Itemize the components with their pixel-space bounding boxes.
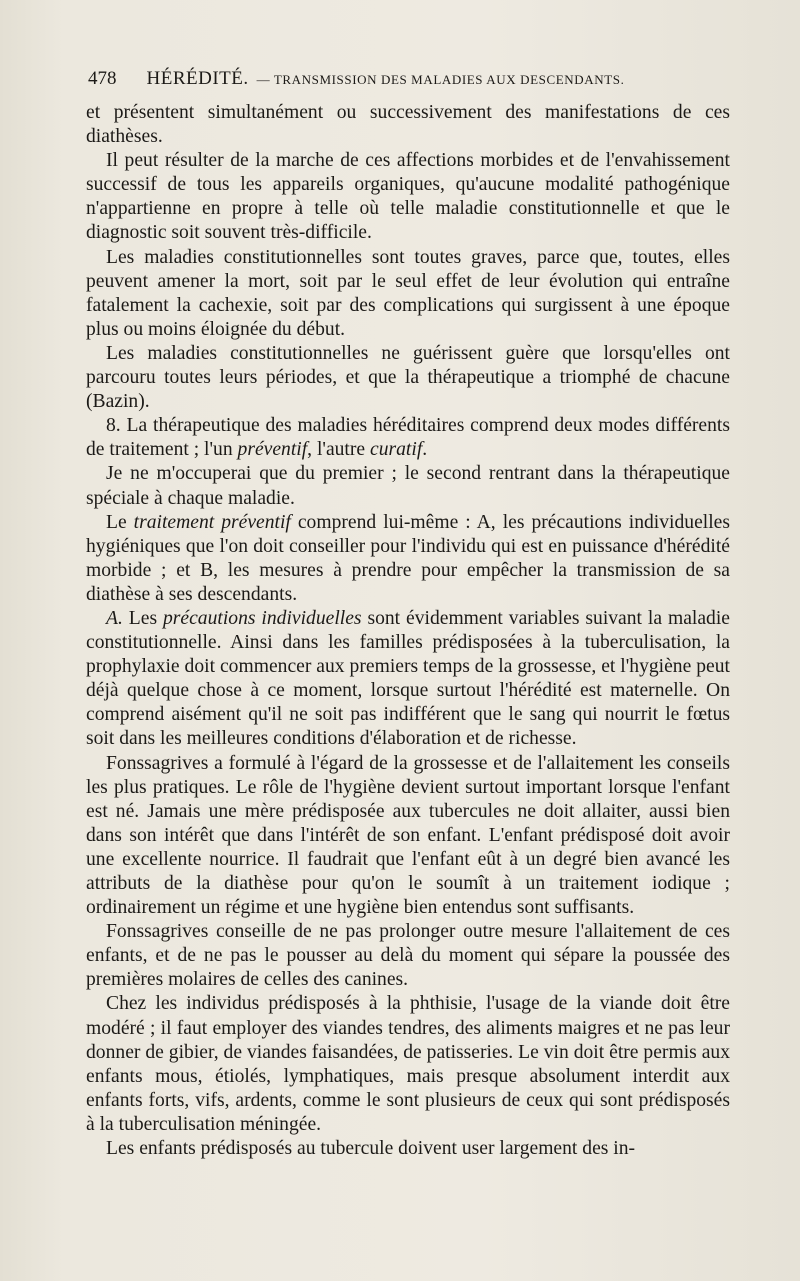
running-subtitle: — TRANSMISSION DES MALADIES AUX DESCENDANTS. [256, 72, 625, 87]
paragraph: Les maladies constitutionnelles sont toutes graves, parce que, toutes, elles peuvent amener la mort, soit par le seul effet de leur évolution qui entraîne fatalement la cachexie, soit par des complications qui surgissent à une époque plus ou moins éloignée du début. [86, 246, 730, 340]
paragraph: Fonssagrives a formulé à l'égard de la grossesse et de l'allaitement les conseils les plus pratiques. Le rôle de l'hygiène devient surtout important lorsque l'enfant est né. Jamais une mère prédisposée aux tubercules ne doit allaiter, aussi bien dans son intérêt que dans l'intérêt de son enfant. L'enfant prédisposé doit avoir une excellente nourrice. Il faudrait que l'enfant eût à un degré bien avancé les attributs de la diathèse pour qu'on le soumît à un traitement iodique ; ordinairement un régime et une hygiène bien entendus sont suffisants. [86, 752, 730, 919]
text-run: sont évidemment variables suivant la maladie constitutionnelle. Ainsi dans les familles prédisposées à la tuberculisation, la prophylaxie doit commencer aux premiers temps de la grossesse, et l'hygiène peut déjà quelque chose à ce moment, lorsque surtout l'hérédité est maternelle. On comprend aisément qu'il ne soit pas indifférent que le sang qui nourrit le fœtus soit dans les meilleures conditions d'élaboration et de richesse. [86, 607, 730, 750]
paragraph: Fonssagrives conseille de ne pas prolonger outre mesure l'allaitement de ces enfants, et de ne pas le pousser au delà du moment qui sépare la poussée des premières molaires de celles des canines. [86, 921, 730, 991]
italic-term: curatif [370, 439, 423, 461]
text-run: comprend lui-même : A, les précautions individuelles hygiéniques que l'on doit conseiller pour l'individu qui est en puissance d'hérédité morbide ; et B, les mesures à prendre pour empêcher la transmission de sa diathèse à ses descendants. [86, 511, 730, 605]
italic-term: préventif [237, 439, 308, 461]
paragraph: Les maladies constitutionnelles ne guérissent guère que lorsqu'elles ont parcouru toutes leurs périodes, et que la thérapeutique a triomphé de chacune (Bazin). [86, 342, 730, 413]
paragraph: Il peut résulter de la marche de ces affections morbides et de l'envahissement successif de tous les appareils organiques, qu'aucune modalité pathogénique n'appartienne en propre à telle où telle maladie constitutionnelle et que le diagnostic soit souvent très-difficile. [86, 150, 730, 244]
page-number: 478 [88, 68, 117, 89]
running-header [88, 68, 728, 96]
text-run: Les [122, 607, 163, 629]
text-run: , l'autre [307, 439, 371, 461]
italic-term: précautions individuelles [162, 607, 362, 629]
paragraph: Je ne m'occuperai que du premier ; le second rentrant dans la thérapeutique spéciale à chaque maladie. [86, 463, 730, 509]
body-text [86, 101, 730, 1161]
paragraph: Chez les individus prédisposés à la phthisie, l'usage de la viande doit être modéré ; il faut employer des viandes tendres, des aliments maigres et ne pas leur donner de gibier, de viandes faisandées, de patisseries. Le vin doit être permis aux enfants mous, étiolés, lymphatiques, mais presque absolument interdit aux enfants forts, vifs, ardents, comme le sont plusieurs de ceux qui sont prédisposés à la tuberculisation méningée. [86, 993, 730, 1135]
italic-term: traitement préventif [133, 511, 291, 533]
paragraph: Les enfants prédisposés au tubercule doivent user largement des in- [106, 1138, 636, 1160]
section-letter: A. [106, 607, 123, 629]
text-run: Le [106, 511, 134, 533]
text-run: 8. La thérapeutique des maladies héréditaires comprend deux modes différents de traitement ; l'un [86, 415, 730, 461]
paragraph [86, 607, 730, 752]
paragraph [86, 511, 730, 607]
running-title: HÉRÉDITÉ. [146, 68, 249, 89]
text-run: . [422, 439, 428, 461]
paragraph [86, 414, 730, 462]
paragraph: et présentent simultanément ou successivement des manifestations de ces diathèses. [86, 102, 730, 148]
